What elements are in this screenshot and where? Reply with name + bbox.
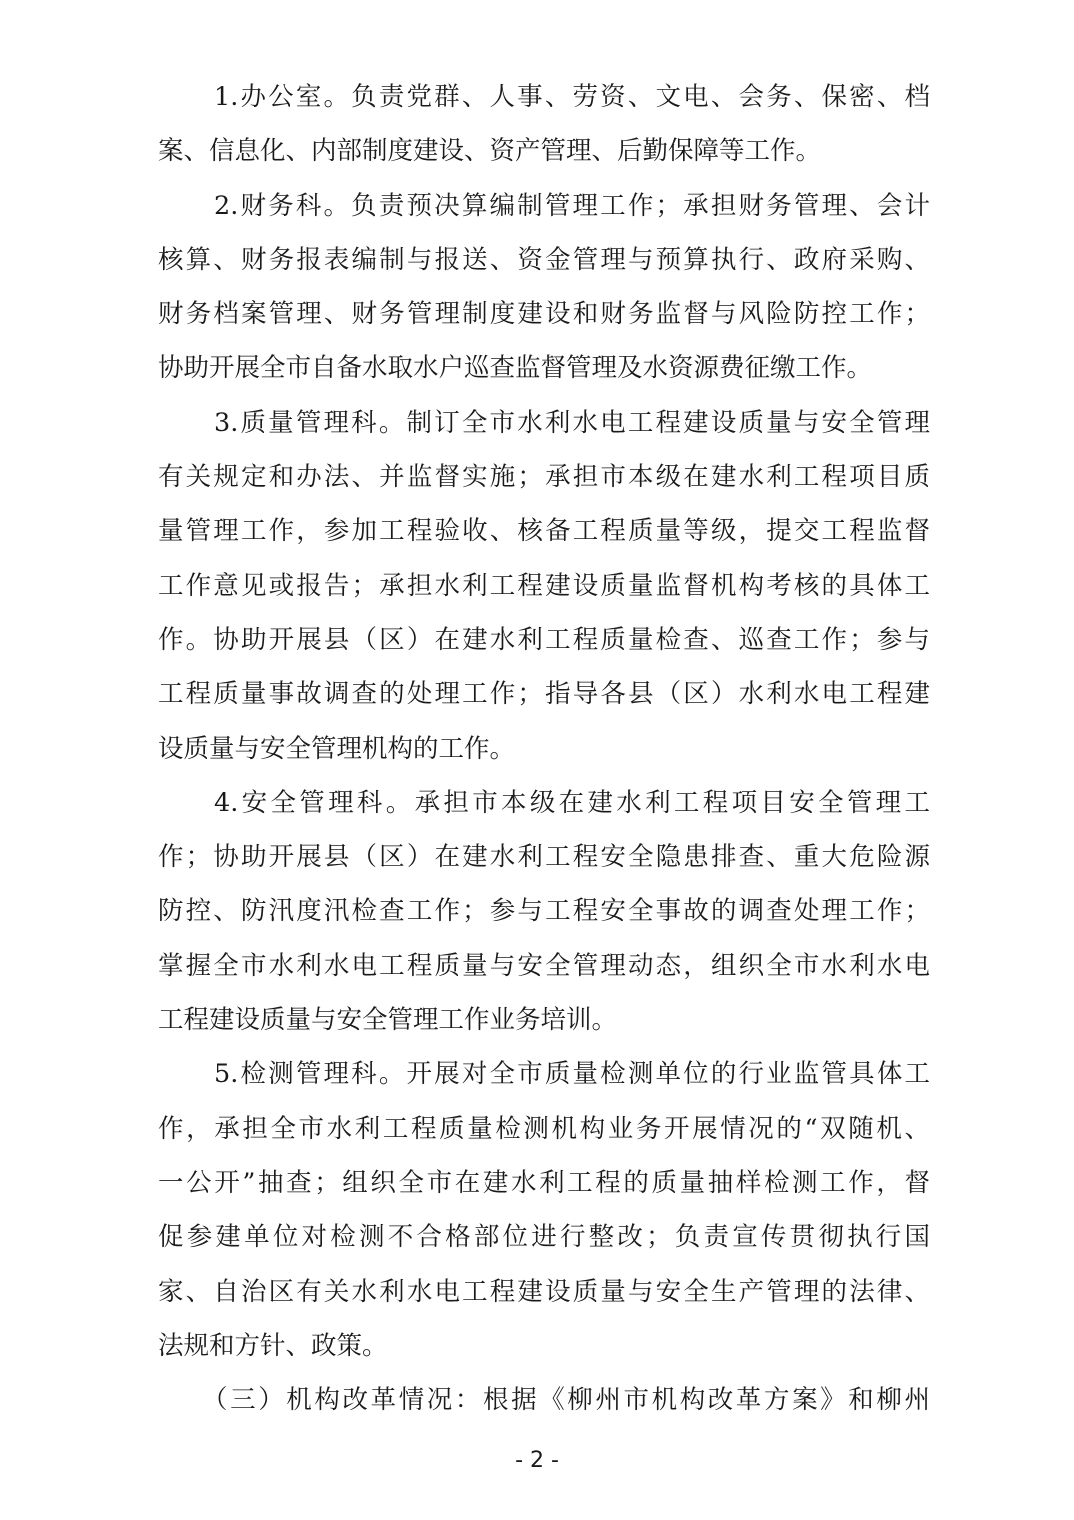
paragraph-2-line-4: 协助开展全市自备水取水户巡查监督管理及水资源费征缴工作。 — [158, 353, 873, 384]
paragraph-5-line-3: 一公开”抽查；组织全市在建水利工程的质量抽样检测工作，督 — [158, 1167, 930, 1198]
paragraph-5-line-2: 作，承担全市水利工程质量检测机构业务开展情况的“双随机、 — [158, 1113, 930, 1144]
paragraph-2-line-2: 核算、财务报表编制与报送、资金管理与预算执行、政府采购、 — [158, 244, 930, 275]
paragraph-4-line-4: 掌握全市水利水电工程质量与安全管理动态，组织全市水利水电 — [158, 950, 930, 981]
document-body — [158, 70, 930, 1427]
paragraph-5-line-5: 家、自治区有关水利水电工程建设质量与安全生产管理的法律、 — [158, 1276, 930, 1307]
paragraph-4-line-5: 工程建设质量与安全管理工作业务培训。 — [158, 1005, 618, 1036]
paragraph-5-line-4: 促参建单位对检测不合格部位进行整改；负责宣传贯彻执行国 — [158, 1222, 930, 1253]
paragraph-5-line-1: 5.检测管理科。开展对全市质量检测单位的行业监管具体工 — [214, 1059, 930, 1090]
paragraph-3-line-1: 3.质量管理科。制订全市水利水电工程建设质量与安全管理 — [214, 407, 930, 438]
paragraph-4-line-1: 4.安全管理科。承担市本级在建水利工程项目安全管理工 — [214, 787, 930, 818]
paragraph-4-line-3: 防控、防汛度汛检查工作；参与工程安全事故的调查处理工作； — [158, 896, 930, 927]
paragraph-3-line-2: 有关规定和办法、并监督实施；承担市本级在建水利工程项目质 — [158, 462, 930, 493]
page-number: - 2 - — [515, 1448, 559, 1473]
paragraph-3-line-7: 设质量与安全管理机构的工作。 — [158, 733, 516, 764]
paragraph-2-line-1: 2.财务科。负责预决算编制管理工作；承担财务管理、会计 — [214, 190, 930, 221]
paragraph-3-line-6: 工程质量事故调查的处理工作；指导各县（区）水利水电工程建 — [158, 679, 930, 710]
paragraph-3-line-3: 量管理工作，参加工程验收、核备工程质量等级，提交工程监督 — [158, 516, 930, 547]
paragraph-3-line-4: 工作意见或报告；承担水利工程建设质量监督机构考核的具体工 — [158, 570, 930, 601]
paragraph-2-line-3: 财务档案管理、财务管理制度建设和财务监督与风险防控工作； — [158, 299, 930, 330]
paragraph-1-line-1: 1.办公室。负责党群、人事、劳资、文电、会务、保密、档 — [214, 82, 930, 112]
paragraph-5-line-6: 法规和方针、政策。 — [158, 1330, 388, 1361]
paragraph-1-line-2: 案、信息化、内部制度建设、资产管理、后勤保障等工作。 — [158, 136, 822, 167]
paragraph-4-line-2: 作；协助开展县（区）在建水利工程安全隐患排查、重大危险源 — [158, 842, 930, 873]
section-heading-line: （三）机构改革情况：根据《柳州市机构改革方案》和柳州 — [202, 1385, 930, 1416]
paragraph-3-line-5: 作。协助开展县（区）在建水利工程质量检查、巡查工作；参与 — [158, 624, 930, 655]
